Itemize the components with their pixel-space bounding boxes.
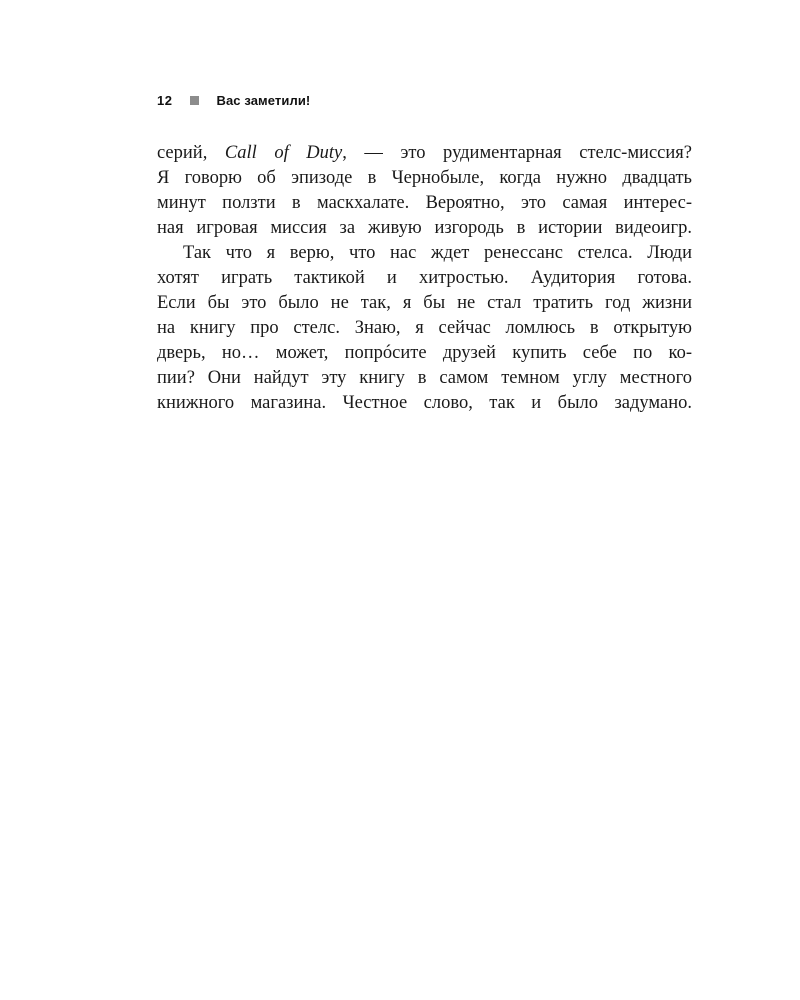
page-number: 12 — [157, 92, 173, 108]
text-segment: , — это рудиментарная стелс-миссия? — [342, 143, 692, 163]
text-line: дверь, но… может, попрóсите друзей купить себе по ко- — [157, 343, 692, 363]
text-segment: серий, — [157, 143, 225, 163]
chapter-title: Вас заметили! — [216, 92, 311, 108]
text-line — [157, 141, 692, 166]
paragraph-first-line: Так что я верю, что нас ждет ренессанс стелса. Люди — [183, 243, 692, 263]
text-line: книжного магазина. Честное слово, так и было задумано. — [157, 393, 692, 413]
text-body — [157, 141, 692, 416]
text-line: на книгу про стелс. Знаю, я сейчас ломлюсь в открытую — [157, 318, 692, 338]
text-line: Если бы это было не так, я бы не стал тратить год жизни — [157, 293, 692, 313]
text-line: пии? Они найдут эту книгу в самом темном углу местного — [157, 368, 692, 388]
header-separator-square — [190, 96, 199, 105]
text-line: ная игровая миссия за живую изгородь в истории видеоигр. — [157, 218, 692, 238]
text-line: хотят играть тактикой и хитростью. Аудитория готова. — [157, 268, 692, 288]
running-header — [157, 90, 310, 110]
text-line: минут ползти в маскхалате. Вероятно, это самая интерес- — [157, 193, 692, 213]
game-title-italic: Call of Duty — [224, 143, 343, 163]
text-line: Я говорю об эпизоде в Чернобыле, когда нужно двадцать — [157, 168, 692, 188]
